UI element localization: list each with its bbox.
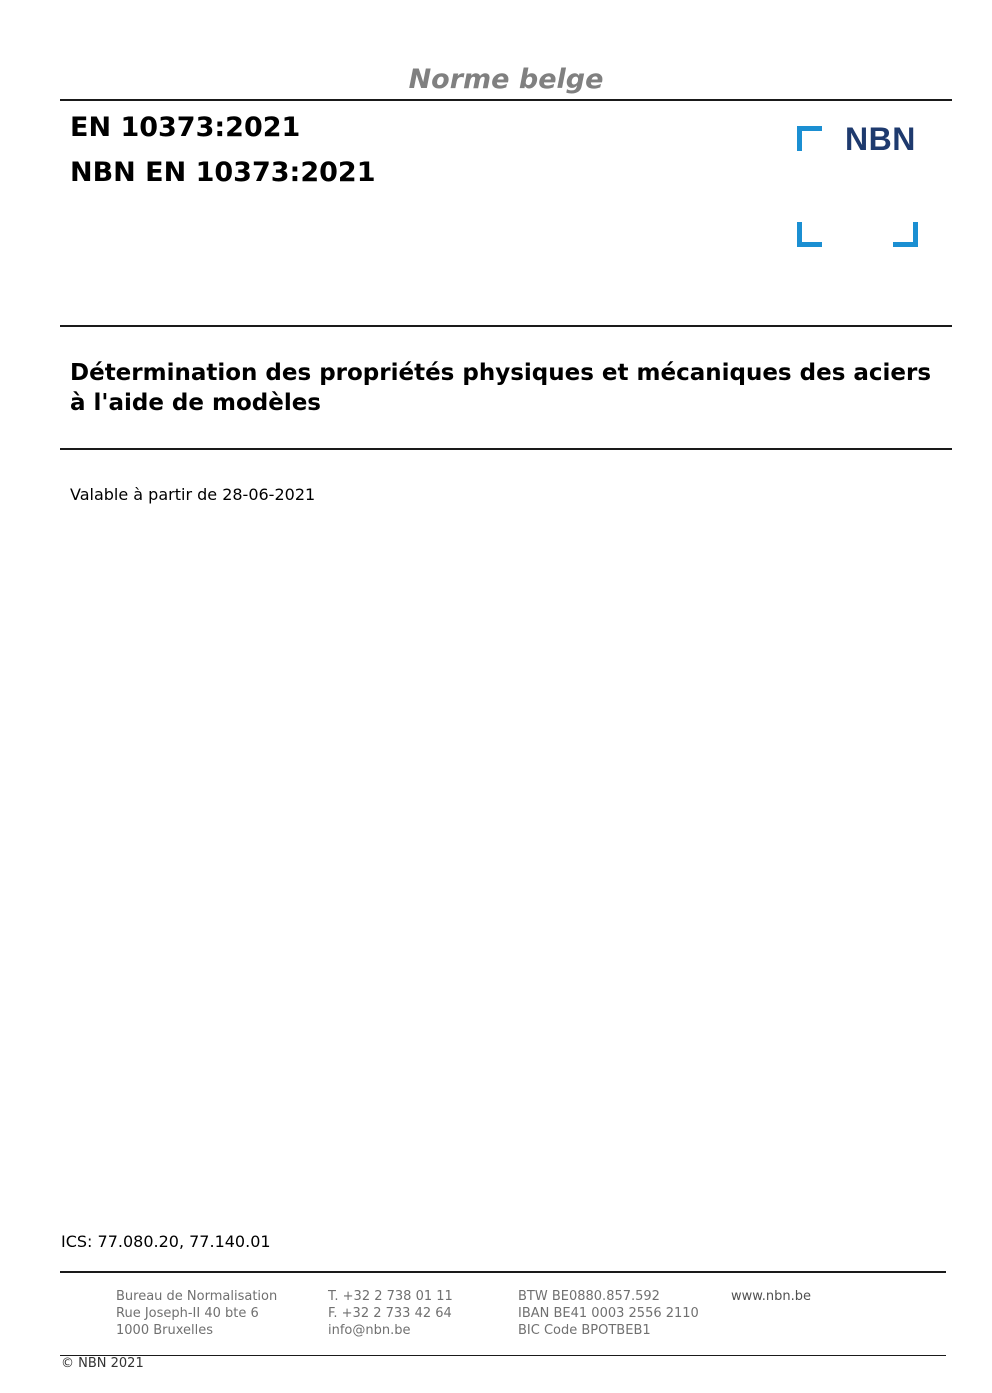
document-title: Détermination des propriétés physiques et mécaniques des aciers à l'aide de modèles (70, 360, 932, 416)
phone-number: T. +32 2 738 01 11 (328, 1289, 453, 1304)
standard-nbn-id: NBN EN 10373:2021 (70, 157, 376, 188)
address-line: Bureau de Normalisation (116, 1289, 278, 1304)
title-top-rule (60, 325, 952, 327)
footer-bank (518, 1288, 699, 1339)
bic-code: BIC Code BPOTBEB1 (518, 1323, 651, 1338)
title-bottom-rule (60, 448, 952, 450)
footer-bottom-rule (60, 1355, 946, 1356)
address-line: Rue Joseph-II 40 bte 6 (116, 1306, 259, 1321)
footer-website (731, 1288, 811, 1305)
footer-contact (328, 1288, 453, 1339)
logo-wordmark: NBN (845, 121, 916, 157)
nbn-logo (797, 121, 921, 246)
header-label: Norme belge (408, 64, 604, 95)
vat-number: BTW BE0880.857.592 (518, 1289, 660, 1304)
copyright: © NBN 2021 (61, 1356, 144, 1371)
footer-top-rule (60, 1271, 946, 1273)
email-link[interactable]: info@nbn.be (328, 1323, 411, 1338)
top-rule (60, 99, 952, 101)
validity-date: Valable à partir de 28-06-2021 (70, 485, 316, 504)
logo-corner-bottom-right (893, 222, 918, 247)
logo-corner-top-left (797, 126, 822, 151)
ics-codes: ICS: 77.080.20, 77.140.01 (61, 1232, 271, 1251)
standard-en-id: EN 10373:2021 (70, 112, 301, 143)
fax-number: F. +32 2 733 42 64 (328, 1306, 452, 1321)
website-link[interactable]: www.nbn.be (731, 1289, 811, 1304)
footer-address (116, 1288, 277, 1339)
logo-corner-bottom-left (797, 222, 822, 247)
address-line: 1000 Bruxelles (116, 1323, 214, 1338)
iban-number: IBAN BE41 0003 2556 2110 (518, 1306, 699, 1321)
